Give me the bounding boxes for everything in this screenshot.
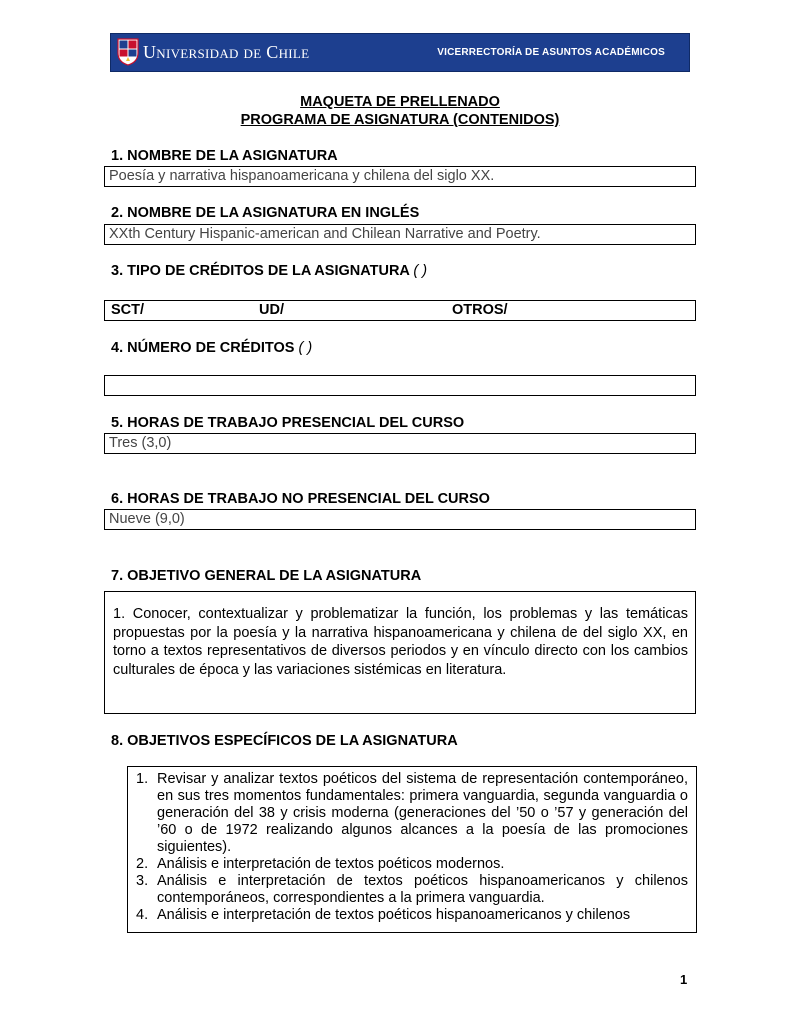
section-3-heading-text: 3. TIPO DE CRÉDITOS DE LA ASIGNATURA bbox=[111, 263, 410, 279]
section-1-field bbox=[104, 166, 696, 187]
university-name: Universidad de Chile bbox=[143, 42, 310, 62]
list-item-text: Revisar y analizar textos poéticos del sistema de representación contemporáneo, en sus tres momentos fundamentales: primera vanguardia, segunda vanguardia o generación del 38 y crisis moderna (generaciones del ’50 o ’57 y generación del ’60 o de 1972 realizando algunos alcances a la poesía de las promociones siguientes). bbox=[157, 771, 688, 855]
section-5-heading: 5. HORAS DE TRABAJO PRESENCIAL DEL CURSO bbox=[111, 415, 465, 431]
section-7-field bbox=[104, 591, 696, 714]
list-item bbox=[136, 873, 688, 907]
university-crest-icon bbox=[117, 38, 139, 66]
credit-otros-label: OTROS/ bbox=[452, 302, 508, 318]
list-item-text: Análisis e interpretación de textos poéticos hispanoamericanos y chilenos contemporáneos, correspondientes a la primera vanguardia. bbox=[157, 873, 688, 906]
credit-sct-label: SCT/ bbox=[111, 302, 145, 318]
page-number: 1 bbox=[680, 972, 688, 987]
section-2-field bbox=[104, 224, 696, 245]
section-6-field bbox=[104, 509, 696, 530]
list-item-number: 2. bbox=[136, 856, 149, 872]
list-item bbox=[136, 907, 688, 924]
section-5-field bbox=[104, 433, 696, 454]
section-3-heading bbox=[111, 263, 427, 279]
specific-objectives-list bbox=[136, 771, 688, 924]
section-2-heading: 2. NOMBRE DE LA ASIGNATURA EN INGLÉS bbox=[111, 205, 420, 221]
credit-ud-label: UD/ bbox=[259, 302, 284, 318]
section-6-heading: 6. HORAS DE TRABAJO NO PRESENCIAL DEL CURSO bbox=[111, 491, 490, 507]
credit-type-field bbox=[104, 300, 696, 321]
header-banner bbox=[110, 33, 690, 72]
list-item-number: 3. bbox=[136, 873, 149, 889]
section-7-heading: 7. OBJETIVO GENERAL DE LA ASIGNATURA bbox=[111, 568, 422, 584]
course-name-english-value: XXth Century Hispanic-american and Chilean Narrative and Poetry. bbox=[109, 226, 541, 242]
section-4-paren: ( ) bbox=[298, 340, 313, 356]
list-item-text: Análisis e interpretación de textos poéticos hispanoamericanos y chilenos bbox=[157, 907, 631, 923]
section-1-heading: 1. NOMBRE DE LA ASIGNATURA bbox=[111, 148, 338, 164]
section-4-heading-text: 4. NÚMERO DE CRÉDITOS bbox=[111, 340, 295, 356]
list-item bbox=[136, 856, 688, 873]
document-title-line2: PROGRAMA DE ASIGNATURA (CONTENIDOS) bbox=[240, 112, 560, 128]
non-presential-hours-value: Nueve (9,0) bbox=[109, 511, 185, 527]
section-4-heading bbox=[111, 340, 312, 356]
general-objective-text: 1. Conocer, contextualizar y problematizar la función, los problemas y las temáticas propuestas por la poesía y la narrativa hispanoamericana y chilena de del siglo XX, en torno a textos representativos de diversos periodos y en vínculo directo con los cambios culturales de época y las variaciones sistémicas en literatura. bbox=[113, 606, 688, 678]
section-4-field bbox=[104, 375, 696, 396]
list-item bbox=[136, 771, 688, 856]
list-item-text: Análisis e interpretación de textos poéticos modernos. bbox=[157, 856, 505, 872]
vicerrectoria-name: VICERRECTORÍA DE ASUNTOS ACADÉMICOS bbox=[437, 47, 665, 58]
course-name-value: Poesía y narrativa hispanoamericana y chilena del siglo XX. bbox=[109, 168, 495, 184]
section-3-paren: ( ) bbox=[413, 263, 428, 279]
document-title-line1: MAQUETA DE PRELLENADO bbox=[300, 94, 500, 110]
section-8-field bbox=[127, 766, 697, 933]
list-item-number: 4. bbox=[136, 907, 149, 923]
list-item-number: 1. bbox=[136, 771, 149, 787]
section-8-heading: 8. OBJETIVOS ESPECÍFICOS DE LA ASIGNATURA bbox=[111, 733, 458, 749]
presential-hours-value: Tres (3,0) bbox=[109, 435, 172, 451]
